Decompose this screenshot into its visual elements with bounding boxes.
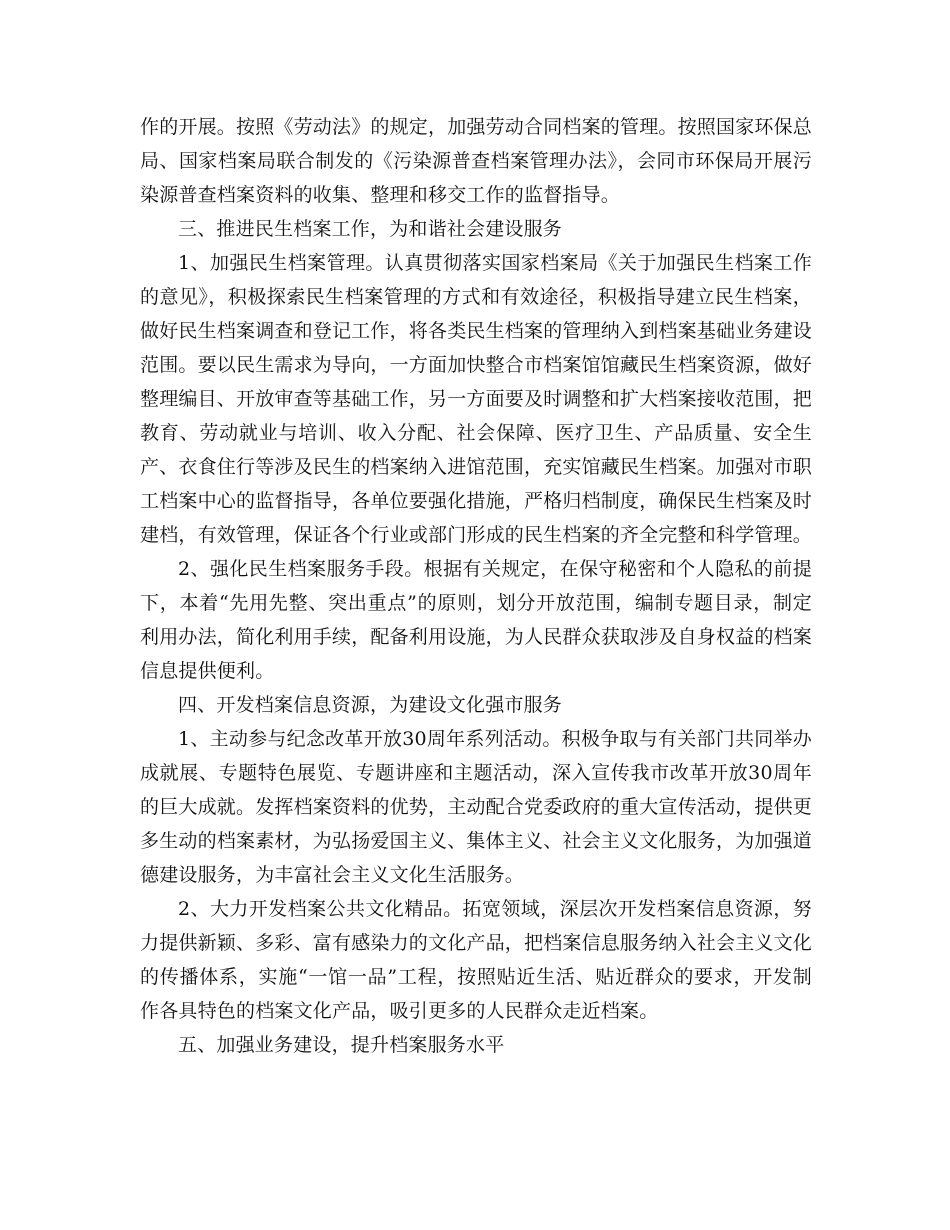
- section-heading-5: 五、加强业务建设，提升档案服务水平: [178, 1034, 505, 1056]
- paragraph-3-1: 1、加强民生档案管理。认真贯彻落实国家档案局《关于加强民生档案工作的意见》，积极探索民生档案管理的方式和有效途径，积极指导建立民生档案，做好民生档案调查和登记工作，将各类民生档案的管理纳入到档案基础业务建设范围。要以民生需求为导向，一方面加快整合市档案馆馆藏民生档案资源，做好整理编目、开放审查等基础工作，另一方面要及时调整和扩大档案接收范围，把教育、劳动就业与培训、收入分配、社会保障、医疗卫生、产品质量、安全生产、衣食住行等涉及民生的档案纳入进馆范围，充实馆藏民生档案。加强对市职工档案中心的监督指导，各单位要强化措施，严格归档制度，确保民生档案及时建档，有效管理，保证各个行业或部门形成的民生档案的齐全完整和科学管理。: [140, 252, 813, 546]
- paragraph-3-2: 2、强化民生档案服务手段。根据有关规定，在保守秘密和个人隐私的前提下，本着“先用先整、突出重点”的原则，划分开放范围，编制专题目录，制定利用办法，简化利用手续，配备利用设施，为人民群众获取涉及自身权益的档案信息提供便利。: [140, 558, 813, 682]
- paragraph-4-1: 1、主动参与纪念改革开放30周年系列活动。积极争取与有关部门共同举办成就展、专题特色展览、专题讲座和主题活动，深入宣传我市改革开放30周年的巨大成就。发挥档案资料的优势，主动配合党委政府的重大宣传活动，提供更多生动的档案素材，为弘扬爱国主义、集体主义、社会主义文化服务，为加强道德建设服务，为丰富社会主义文化生活服务。: [140, 728, 813, 886]
- document-body: [140, 110, 812, 1062]
- paragraph-4-2: 2、大力开发档案公共文化精品。拓宽领域，深层次开发档案信息资源，努力提供新颖、多彩、富有感染力的文化产品，把档案信息服务纳入社会主义文化的传播体系，实施“一馆一品”工程，按照贴近生活、贴近群众的要求，开发制作各具特色的档案文化产品，吸引更多的人民群众走近档案。: [140, 898, 813, 1022]
- paragraph-continuation: 作的开展。按照《劳动法》的规定，加强劳动合同档案的管理。按照国家环保总局、国家档案局联合制发的《污染源普查档案管理办法》，会同市环保局开展污染源普查档案资料的收集、整理和移交工作的监督指导。: [140, 116, 813, 206]
- section-heading-3: 三、推进民生档案工作，为和谐社会建设服务: [178, 218, 563, 240]
- section-heading-4: 四、开发档案信息资源，为建设文化强市服务: [178, 694, 563, 716]
